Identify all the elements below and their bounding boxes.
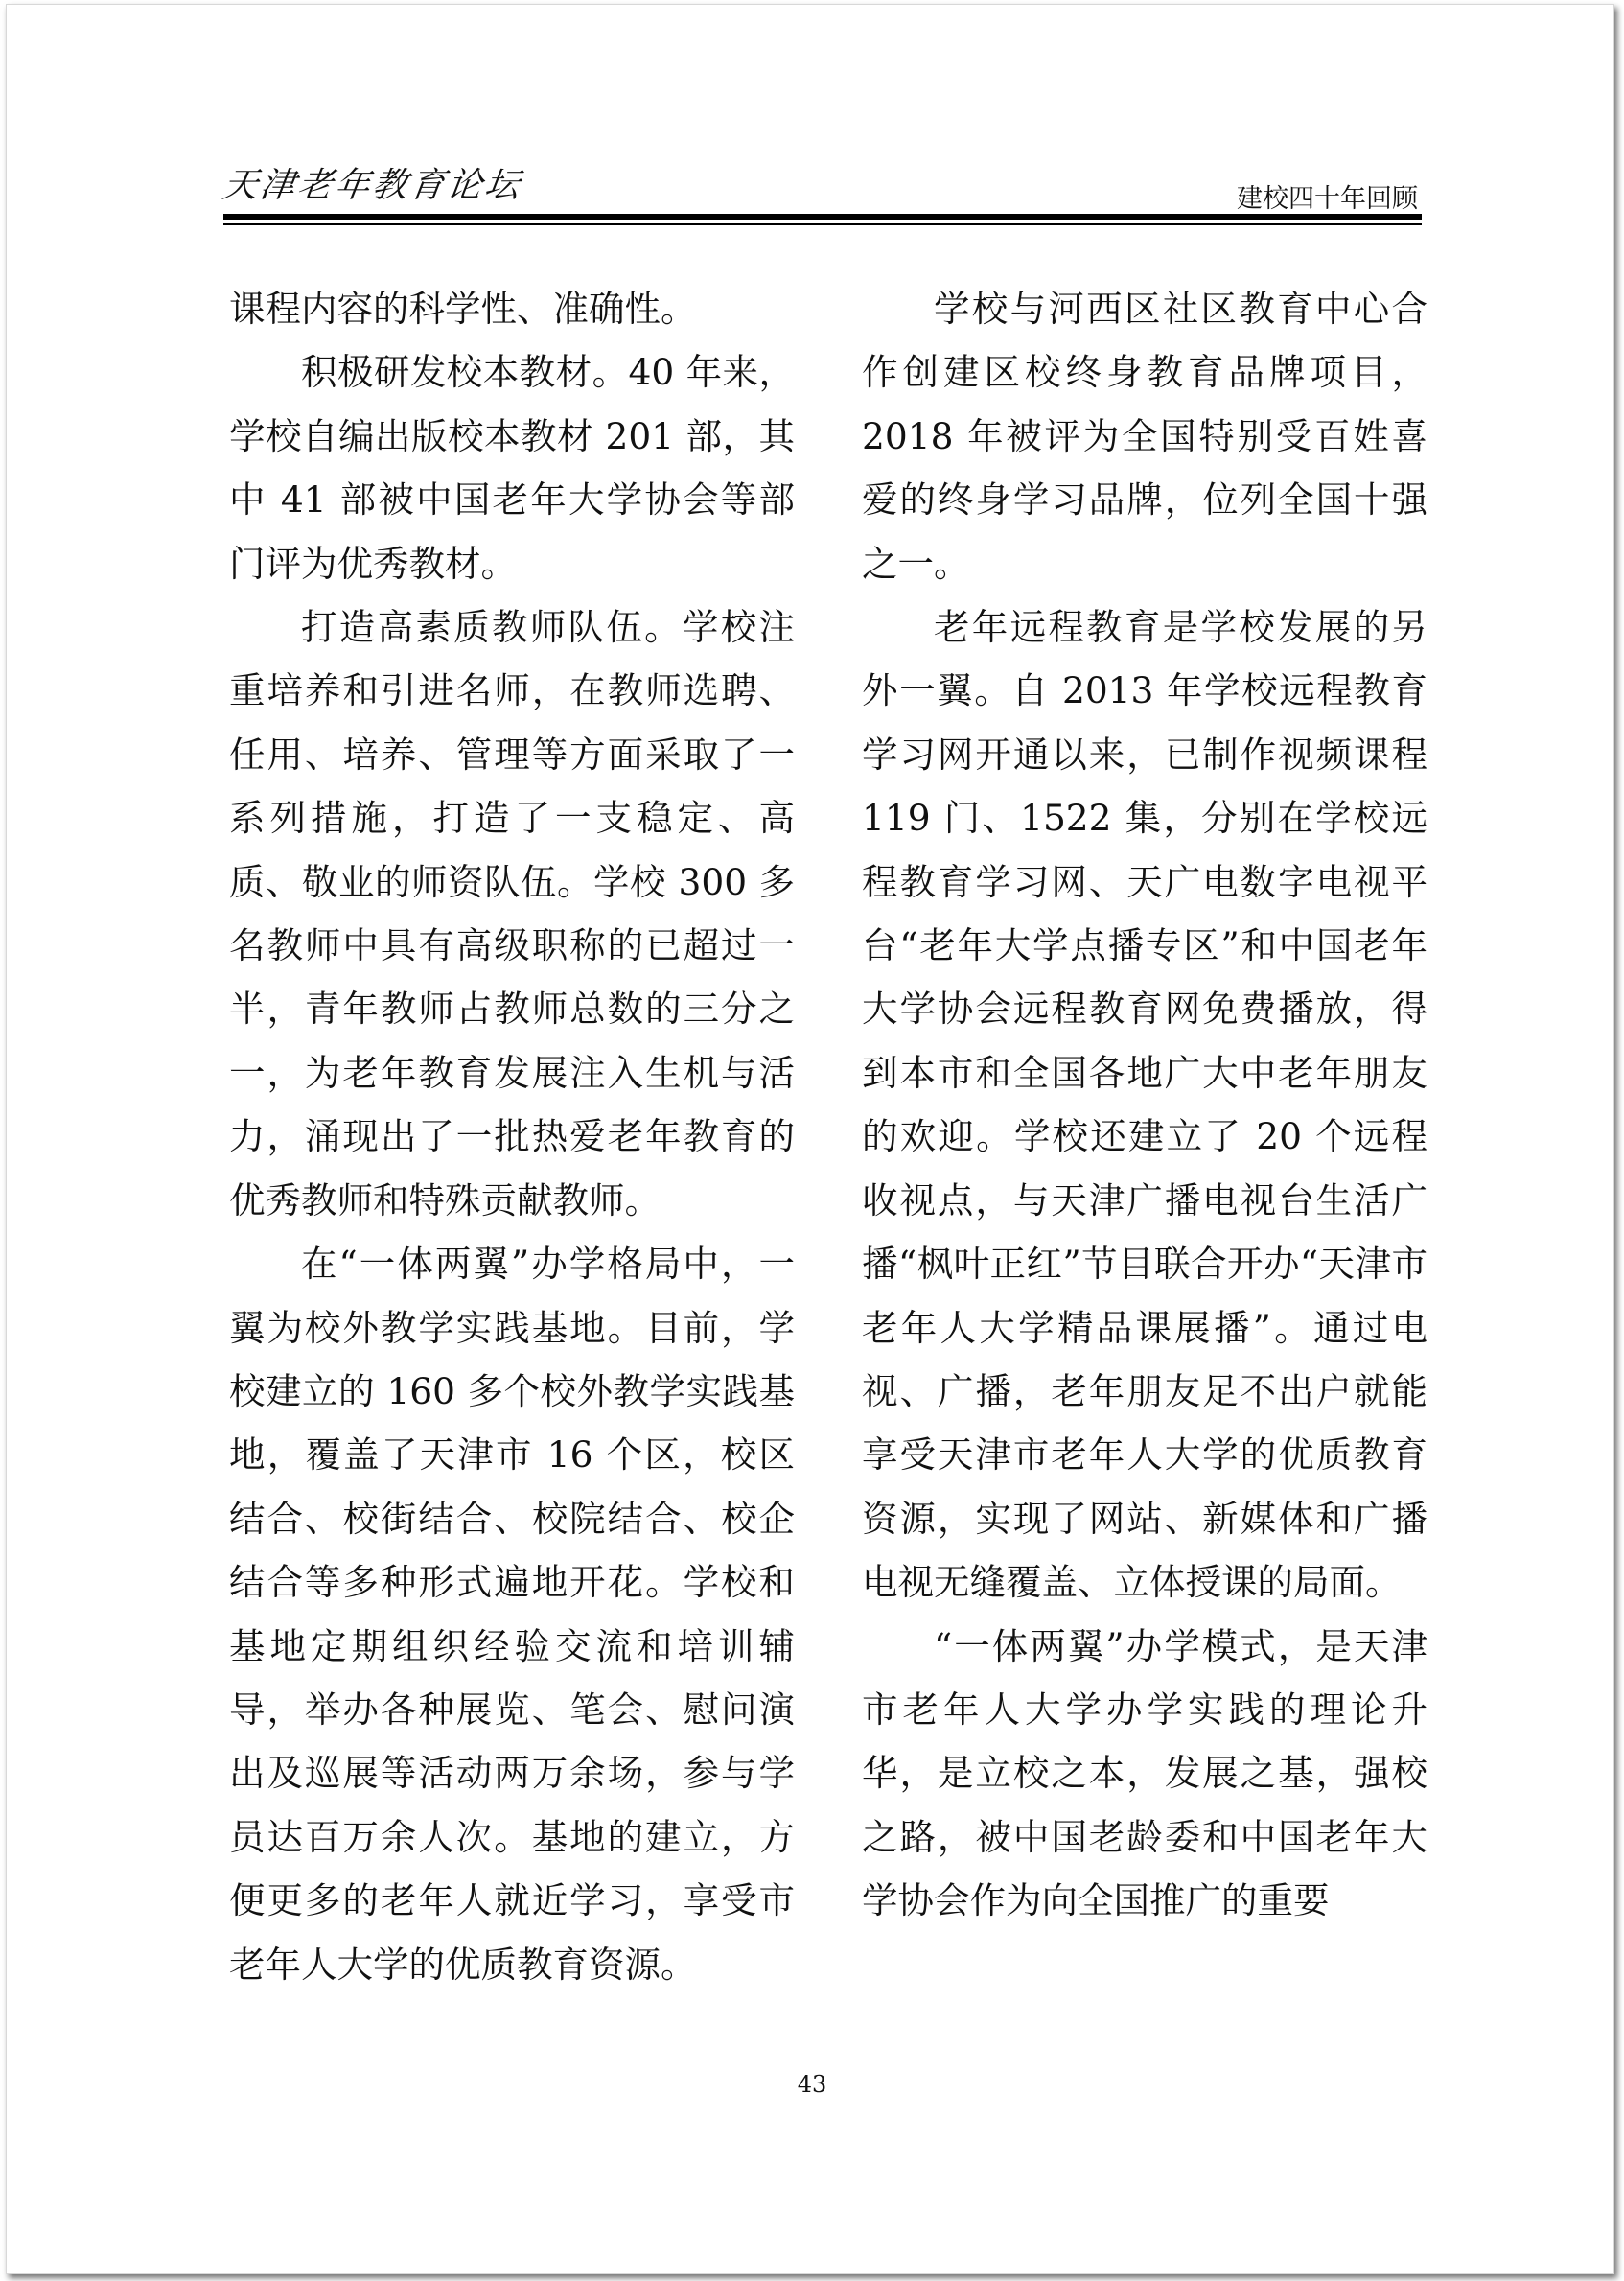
paragraph: 学校与河西区社区教育中心合作创建区校终身教育品牌项目，2018 年被评为全国特别受百姓喜爱的终身学习品牌，位列全国十强之一。 [862,288,1427,585]
header-rule-thick [223,214,1422,220]
paragraph: 打造高素质教师队伍。学校注重培养和引进名师，在教师选聘、任用、培养、管理等方面采取了一系列措施，打造了一支稳定、高质、敬业的师资队伍。学校 300 多名教师中具有高级职称的已超过一半，青年教师占教师总数的三分之一，为老年教育发展注入生机与活力，涌现出了一批热爱老年教育的优秀教师和特殊贡献教师。 [229,606,795,1222]
paragraph: “一体两翼”办学模式，是天津市老年人大学办学实践的理论升华，是立校之本，发展之基，强校之路，被中国老龄委和中国老年大学协会作为向全国推广的重要 [862,1624,1427,1922]
header-rule-thin [223,223,1422,225]
page [6,4,1614,2274]
journal-title-logo: 天津老年教育论坛 [220,166,525,205]
paragraph: 在“一体两翼”办学格局中，一翼为校外教学实践基地。目前，学校建立的 160 多个校外教学实践基地，覆盖了天津市 16 个区，校区结合、校街结合、校院结合、校企结合等多种形式遍地开花。学校和基地定期组织经验交流和培训辅导，举办各种展览、笔会、慰问演出及巡展等活动两万余场，参与学员达百万余人次。基地的建立，方便更多的老年人就近学习，享受市老年人大学的优质教育资源。 [229,1243,795,1986]
paragraph: 积极研发校本教材。40 年来，学校自编出版校本教材 201 部，其中 41 部被中国老年大学协会等部门评为优秀教材。 [229,351,795,585]
paragraph: 老年远程教育是学校发展的另外一翼。自 2013 年学校远程教育学习网开通以来，已制作视频课程 119 门、1522 集，分别在学校远程教育学习网、天广电数字电视平台“老年大学点播专区”和中国老年大学协会远程教育网免费播放，得到本市和全国各地广大中老年朋友的欢迎。学校还建立了 20 个远程收视点，与天津广播电视台生活广播“枫叶正红”节目联合开办“天津市老年人大学精品课展播”。通过电视、广播，老年朋友足不出户就能享受天津市老年人大学的优质教育资源，实现了网站、新媒体和广播电视无缝覆盖、立体授课的局面。 [862,606,1427,1604]
running-header [220,149,1422,221]
section-title: 建校四十年回顾 [1237,184,1418,214]
left-column [229,277,795,1996]
paragraph: 课程内容的科学性、准确性。 [229,288,697,330]
right-column [862,277,1427,1933]
page-number: 43 [797,2071,827,2098]
